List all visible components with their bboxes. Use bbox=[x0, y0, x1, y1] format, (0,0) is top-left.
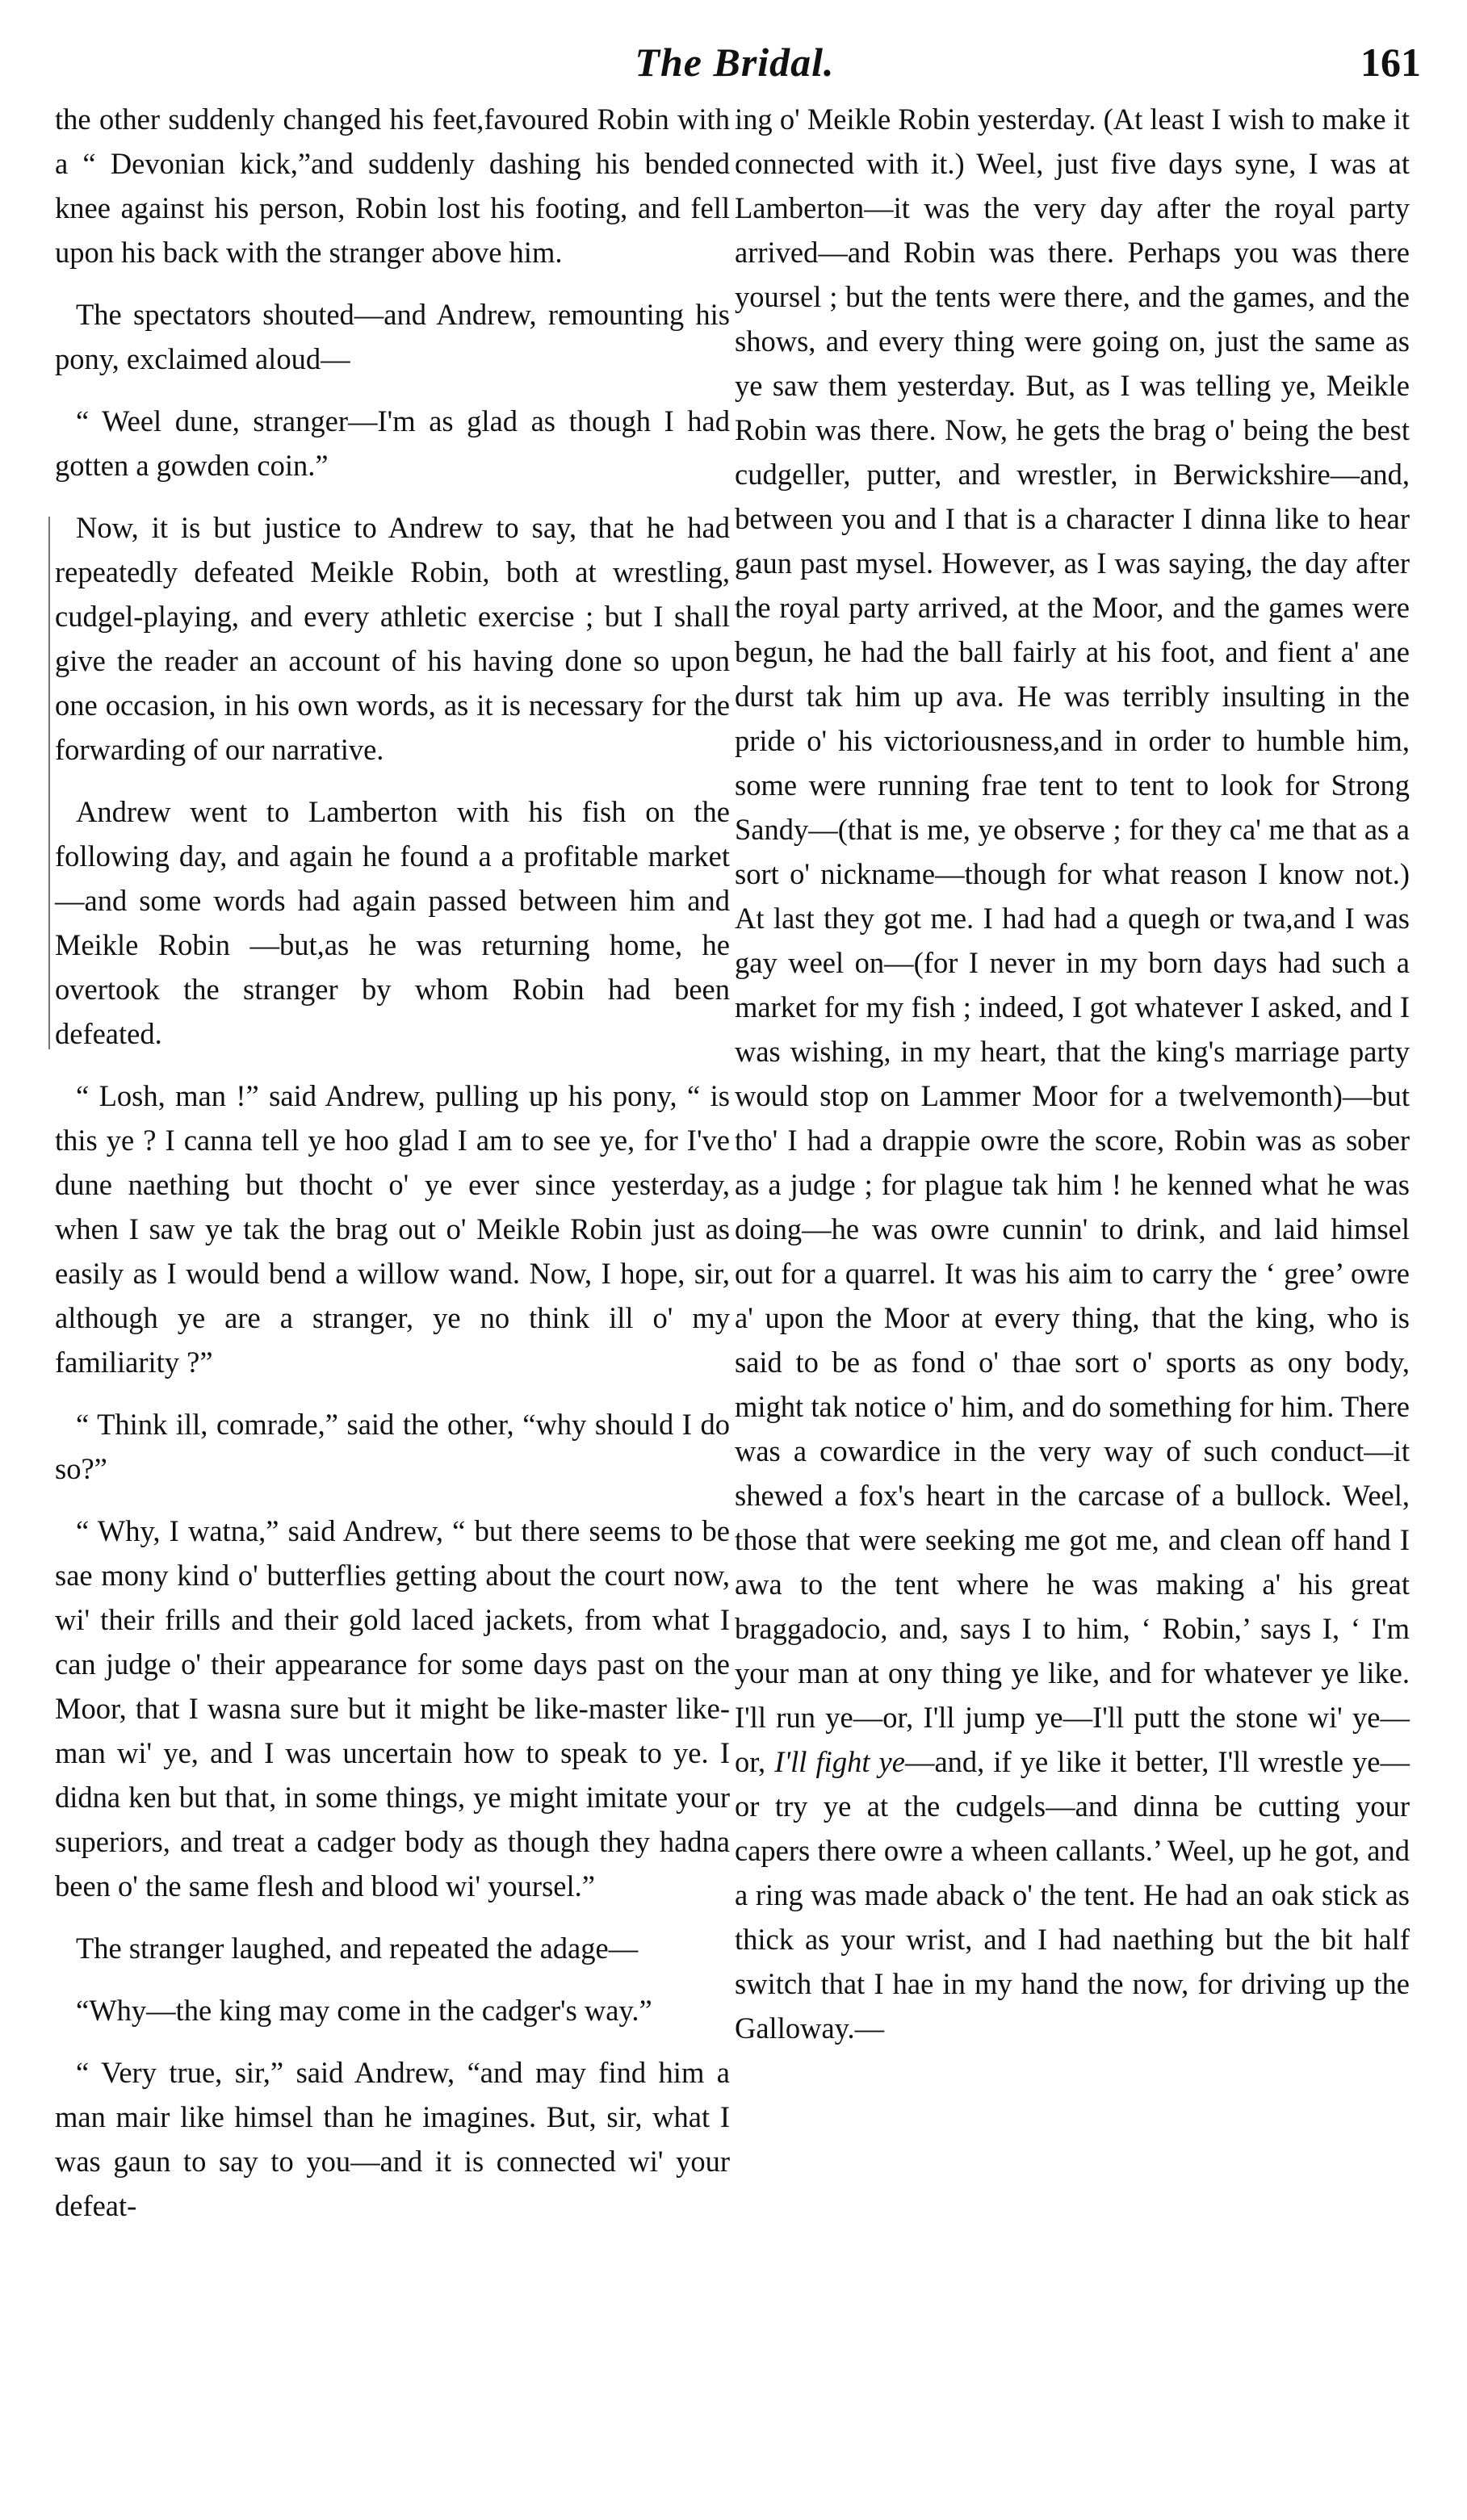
page-header bbox=[48, 29, 1421, 94]
page-number: 161 bbox=[1360, 40, 1421, 85]
paragraph: “ Losh, man !” said Andrew, pulling up his pony, “ is this ye ? I canna tell ye hoo glad I am to see ye, for I've dune naething but thocht o' ye ever since yesterday, when I saw ye tak the brag out o' Meikle Robin just as easily as I would bend a willow wand. Now, I hope, sir, although ye are a stranger, ye no think ill o' my familiarity ?” bbox=[55, 1079, 730, 1379]
margin-mark bbox=[48, 517, 50, 1049]
paragraph-text: ing o' Meikle Robin yesterday. (At least I wish to make it connected with it.) Weel, just five days syne, I was at Lamberton—it was the very day after the royal party arrived—and Robin was there. Perhaps you was there yoursel ; but the tents were there, and the games, and the shows, and every thing were going on, just the same as ye saw them yesterday. But, as I was telling ye, Meikle Robin was there. Now, he gets the brag o' being the best cudgeller, putter, and wrestler, in Berwickshire—and, between you and I that is a character I dinna like to hear gaun past mysel. However, as I was saying, the day after the royal party arrived, at the Moor, and the games were begun, he had the ball fairly at his foot, and fient a' ane durst tak him up ava. He was terribly insulting in the pride o' his victoriousness,and in order to humble him, some were running frae tent to tent to look for Strong Sandy—(that is me, ye observe ; for they ca' me that as a sort o' nickname—though for what reason I know not.) At last they got me. I had had a quegh or twa,and I was gay weel on—(for I never in my born days had such a market for my fish ; indeed, I got whatever I asked, and I was wishing, in my heart, that the king's marriage party would stop on Lammer Moor for a twelvemonth)—but tho' I had a drappie owre the score, Robin was as sober as a judge ; for plague tak him ! he kenned what he was doing—he was owre cunnin' to drink, and laid himsel out for a quarrel. It was his aim to carry the ‘ gree’ owre a' upon the Moor at every thing, that the king, who is said to be as fond o' thae sort o' sports as ony body, might tak notice o' him, and do something for him. There was a cowardice in the very way of such conduct—it shewed a fox's heart in the carcase of a bullock. Weel, those that were seeking me got me, and clean off hand I awa to the tent where he was making a' his great braggadocio, and, says I to him, ‘ Robin,’ says I, ‘ I'm your man at ony thing ye like, and for whatever ye like. I'll run ye—or, I'll jump ye—I'll putt the stone wi' ye—or, bbox=[735, 103, 1410, 1778]
paragraph: The stranger laughed, and repeated the adage— bbox=[76, 1932, 639, 1965]
paragraph: “ Why, I watna,” said Andrew, “ but there seems to be sae mony kind o' butterflies getting about the court now, wi' their frills and their gold laced jackets, from what I can judge o' their appearance for some days past on the Moor, that I wasna sure but it might be like-master like-man wi' ye, and I was uncertain how to speak to ye. I didna ken but that, in some things, ye might imitate your superiors, and treat a cadger body as though they hadna been o' the same flesh and blood wi' yoursel.” bbox=[55, 1514, 730, 1903]
paragraph: “ Weel dune, stranger—I'm as glad as though I had gotten a gowden coin.” bbox=[55, 404, 730, 482]
paragraph: Andrew went to Lamberton with his fish on the following day, and again he found a a profitable market—and some words had again passed between him and Meikle Robin —but,as he was returning home, he overtook the stranger by whom Robin had been defeated. bbox=[55, 795, 730, 1050]
paragraph: the other suddenly changed his feet,favoured Robin with a “ Devonian kick,”and suddenly dashing his bended knee against his person, Robin lost his footing, and fell upon his back with the stranger above him. bbox=[55, 103, 730, 269]
paragraph bbox=[735, 97, 1410, 2050]
paragraph: “ Very true, sir,” said Andrew, “and may find him a man mair like himsel than he imagines. But, sir, what I was gaun to say to you—and it is connected wi' your defeat- bbox=[55, 2056, 730, 2222]
paragraph: The spectators shouted—and Andrew, remounting his pony, exclaimed aloud— bbox=[55, 298, 730, 375]
paragraph: “Why—the king may come in the cadger's way.” bbox=[76, 1994, 652, 2027]
paragraph-text-end: —and, if ye like it better, I'll wrestle ye—or try ye at the cudgels—and dinna be cutting your capers there owre a wheen callants.’ Weel, up he got, and a ring was made aback o' the tent. He had an oak stick as thick as your wrist, and I had naething but the bit half switch that I hae in my hand the now, for driving up the Galloway.— bbox=[735, 1745, 1410, 2045]
italic-phrase: I'll fight ye bbox=[774, 1745, 905, 1778]
paragraph: Now, it is but justice to Andrew to say, that he had repeatedly defeated Meikle Robin, both at wrestling, cudgel-playing, and every athletic exercise ; but I shall give the reader an account of his having done so upon one occasion, in his own words, as it is necessary for the forwarding of our narrative. bbox=[55, 511, 730, 766]
running-title: The Bridal. bbox=[635, 40, 835, 85]
right-column bbox=[735, 97, 1410, 2050]
paragraph: “ Think ill, comrade,” said the other, “why should I do so?” bbox=[55, 1408, 730, 1485]
left-column bbox=[55, 97, 730, 2228]
